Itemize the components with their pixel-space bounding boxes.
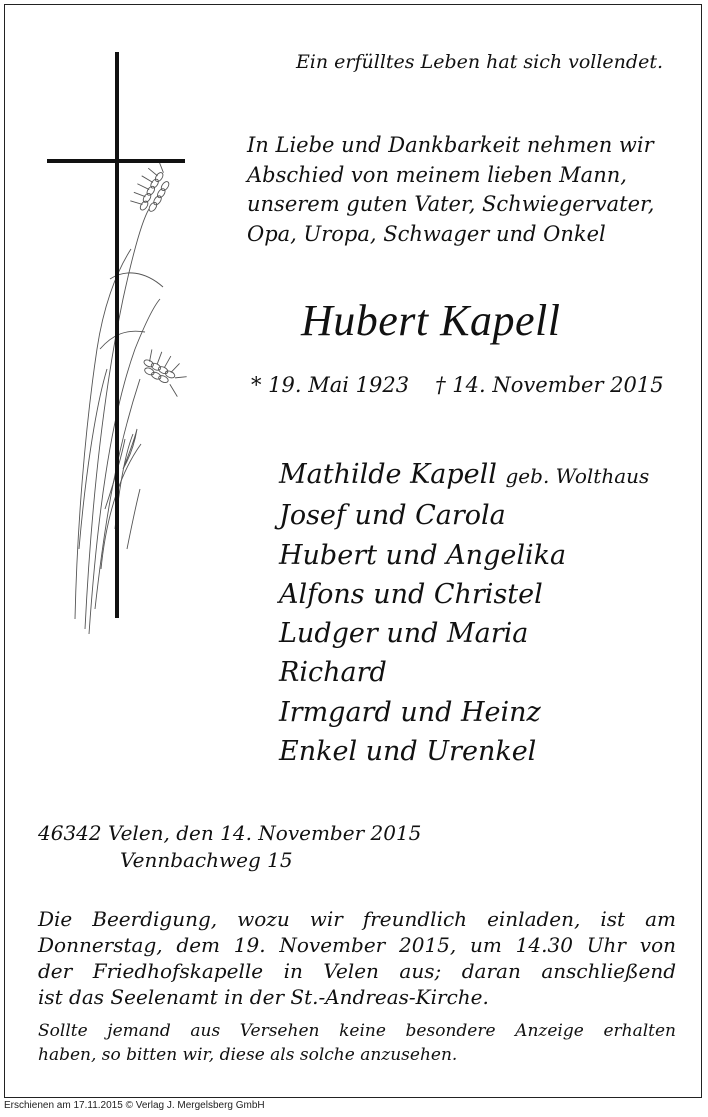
intro-text xyxy=(247,131,687,249)
mourner-item xyxy=(279,455,649,496)
motto: Ein erfülltes Leben hat sich vollendet. xyxy=(295,51,663,73)
mourner-item: Ludger und Maria xyxy=(279,618,529,650)
place-date: 46342 Velen, den 14. November 2015 xyxy=(38,821,422,845)
intro-line: Opa, Uropa, Schwager und Onkel xyxy=(247,221,606,246)
funeral-line: ist das Seelenamt in der St.-Andreas-Kirche. xyxy=(38,985,489,1009)
mourner-item: Enkel und Urenkel xyxy=(279,736,537,768)
intro-line: unserem guten Vater, Schwiegervater, xyxy=(247,192,655,216)
wheat-illustration xyxy=(75,159,192,634)
obituary-notice xyxy=(4,4,702,1098)
intro-line: Abschied von meinem lieben Mann, xyxy=(247,162,627,187)
mourner-item: Alfons und Christel xyxy=(279,578,543,610)
street-address: Vennbachweg 15 xyxy=(120,848,293,872)
publication-footer: Erschienen am 17.11.2015 © Verlag J. Mergelsberg GmbH xyxy=(4,1100,265,1111)
maiden-name: geb. Wolthaus xyxy=(505,464,650,488)
deceased-name: Hubert Kapell xyxy=(301,296,561,345)
life-dates xyxy=(251,373,664,397)
funeral-line: Donnerstag, dem 19. November 2015, um 14.30 Uhr von xyxy=(38,933,676,957)
address-block xyxy=(38,820,421,874)
cross-icon xyxy=(47,52,185,618)
funeral-text xyxy=(38,906,676,1010)
mourner-item: Hubert und Angelika xyxy=(279,539,567,571)
note-line: haben, so bitten wir, diese als solche anzusehen. xyxy=(38,1045,458,1065)
mourner-item: Richard xyxy=(279,657,387,689)
mourner-item: Josef und Carola xyxy=(279,500,506,532)
intro-line: In Liebe und Dankbarkeit nehmen wir xyxy=(247,133,654,157)
mourner-name: Mathilde Kapell xyxy=(279,459,497,490)
note-line: Sollte jemand aus Versehen keine besondere Anzeige erhalten xyxy=(38,1021,676,1041)
funeral-line: der Friedhofskapelle in Velen aus; daran anschließend xyxy=(38,959,676,983)
mourner-item: Irmgard und Heinz xyxy=(279,696,541,728)
mourners-list xyxy=(279,455,649,771)
cross-wheat-artwork xyxy=(45,49,205,639)
death-date: † 14. November 2015 xyxy=(435,373,664,397)
notice-note xyxy=(38,1019,676,1067)
birth-date: * 19. Mai 1923 xyxy=(251,373,410,397)
funeral-line: Die Beerdigung, wozu wir freundlich einladen, ist am xyxy=(38,907,676,931)
